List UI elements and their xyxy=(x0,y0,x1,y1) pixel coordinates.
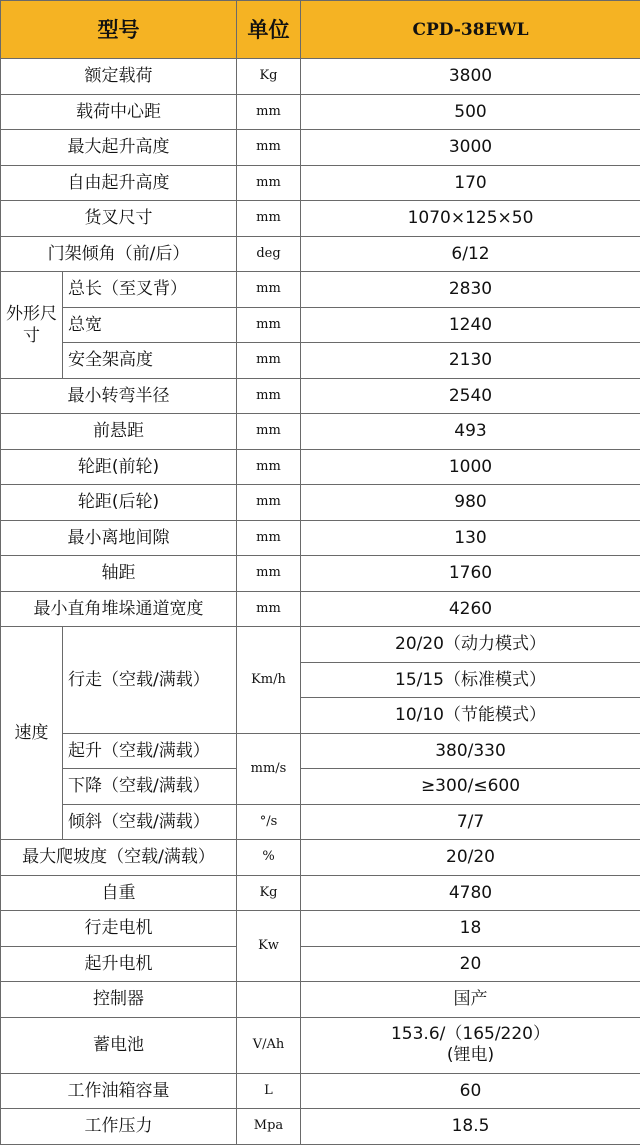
table-row xyxy=(1,591,640,627)
table-row xyxy=(1,272,640,308)
param-value: 1000 xyxy=(301,449,640,485)
table-row xyxy=(1,733,640,769)
param-value: 170 xyxy=(301,165,640,201)
table-row xyxy=(1,343,640,379)
param-value: 3800 xyxy=(301,59,640,95)
param-name: 货叉尺寸 xyxy=(1,201,237,237)
param-value: 6/12 xyxy=(301,236,640,272)
param-name: 额定载荷 xyxy=(1,59,237,95)
param-value: 20/20（动力模式） xyxy=(301,627,640,663)
param-value xyxy=(301,1017,640,1073)
table-row xyxy=(1,201,640,237)
param-unit: mm xyxy=(237,165,301,201)
param-value: 15/15（标准模式） xyxy=(301,662,640,698)
param-name: 最小转弯半径 xyxy=(1,378,237,414)
param-name: 自由起升高度 xyxy=(1,165,237,201)
param-name: 蓄电池 xyxy=(1,1017,237,1073)
param-unit: mm xyxy=(237,449,301,485)
param-value: 2830 xyxy=(301,272,640,308)
param-value: 国产 xyxy=(301,982,640,1018)
param-value: 980 xyxy=(301,485,640,521)
param-unit: mm xyxy=(237,94,301,130)
param-name: 轮距(前轮) xyxy=(1,449,237,485)
param-value: 493 xyxy=(301,414,640,450)
param-unit: mm xyxy=(237,201,301,237)
param-name: 前悬距 xyxy=(1,414,237,450)
param-unit: % xyxy=(237,840,301,876)
param-name: 最小离地间隙 xyxy=(1,520,237,556)
param-unit: mm xyxy=(237,556,301,592)
param-name: 自重 xyxy=(1,875,237,911)
param-value: 20/20 xyxy=(301,840,640,876)
param-unit: mm xyxy=(237,272,301,308)
table-row xyxy=(1,165,640,201)
param-unit: Kg xyxy=(237,875,301,911)
header-row xyxy=(1,1,640,59)
param-value: 7/7 xyxy=(301,804,640,840)
param-value: 2130 xyxy=(301,343,640,379)
table-row xyxy=(1,378,640,414)
param-value: 3000 xyxy=(301,130,640,166)
table-row xyxy=(1,520,640,556)
param-unit: L xyxy=(237,1073,301,1109)
param-name: 轮距(后轮) xyxy=(1,485,237,521)
param-value: 4260 xyxy=(301,591,640,627)
table-row xyxy=(1,946,640,982)
table-row xyxy=(1,982,640,1018)
param-value: 20 xyxy=(301,946,640,982)
param-unit: Kw xyxy=(237,911,301,982)
table-row xyxy=(1,1109,640,1145)
table-row xyxy=(1,911,640,947)
table-row xyxy=(1,449,640,485)
speed-group-label: 速度 xyxy=(1,627,63,840)
param-value: 1240 xyxy=(301,307,640,343)
param-name: 总长（至叉背） xyxy=(63,272,237,308)
table-row xyxy=(1,769,640,805)
param-name: 轴距 xyxy=(1,556,237,592)
table-row xyxy=(1,307,640,343)
param-name: 工作油箱容量 xyxy=(1,1073,237,1109)
param-value: 380/330 xyxy=(301,733,640,769)
param-value: 1070×125×50 xyxy=(301,201,640,237)
table-row xyxy=(1,556,640,592)
param-unit: V/Ah xyxy=(237,1017,301,1073)
param-name: 工作压力 xyxy=(1,1109,237,1145)
param-unit: Km/h xyxy=(237,627,301,734)
param-value: 500 xyxy=(301,94,640,130)
table-row xyxy=(1,840,640,876)
param-value: 2540 xyxy=(301,378,640,414)
table-row xyxy=(1,236,640,272)
param-name: 载荷中心距 xyxy=(1,94,237,130)
param-value: 18 xyxy=(301,911,640,947)
param-value: 130 xyxy=(301,520,640,556)
param-name: 门架倾角（前/后） xyxy=(1,236,237,272)
param-unit: Mpa xyxy=(237,1109,301,1145)
param-unit: mm xyxy=(237,414,301,450)
table-row xyxy=(1,1017,640,1073)
param-value: ≥300/≤600 xyxy=(301,769,640,805)
param-name: 控制器 xyxy=(1,982,237,1018)
header-model-value: CPD-38EWL xyxy=(301,1,640,59)
param-unit: mm xyxy=(237,343,301,379)
table-row xyxy=(1,59,640,95)
param-unit: mm xyxy=(237,307,301,343)
table-row xyxy=(1,414,640,450)
param-name: 最小直角堆垛通道宽度 xyxy=(1,591,237,627)
table-row xyxy=(1,485,640,521)
table-row xyxy=(1,130,640,166)
param-name: 安全架高度 xyxy=(63,343,237,379)
param-value: 18.5 xyxy=(301,1109,640,1145)
param-name: 下降（空载/满载） xyxy=(63,769,237,805)
param-unit: °/s xyxy=(237,804,301,840)
param-value: 1760 xyxy=(301,556,640,592)
param-unit: Kg xyxy=(237,59,301,95)
dimensions-group-label: 外形尺寸 xyxy=(1,272,63,379)
param-unit: mm xyxy=(237,130,301,166)
param-value: 60 xyxy=(301,1073,640,1109)
param-name: 最大起升高度 xyxy=(1,130,237,166)
param-name: 最大爬坡度（空载/满载） xyxy=(1,840,237,876)
battery-value-line2: (锂电) xyxy=(303,1045,638,1066)
param-unit xyxy=(237,982,301,1018)
header-model-label: 型号 xyxy=(1,1,237,59)
param-value: 4780 xyxy=(301,875,640,911)
param-name: 总宽 xyxy=(63,307,237,343)
param-unit: mm xyxy=(237,485,301,521)
table-row xyxy=(1,627,640,663)
param-name: 行走（空载/满载） xyxy=(63,627,237,734)
param-unit: deg xyxy=(237,236,301,272)
header-unit-label: 单位 xyxy=(237,1,301,59)
param-unit: mm xyxy=(237,520,301,556)
param-value: 10/10（节能模式） xyxy=(301,698,640,734)
param-unit: mm xyxy=(237,378,301,414)
table-row xyxy=(1,94,640,130)
param-unit: mm xyxy=(237,591,301,627)
table-row xyxy=(1,804,640,840)
battery-value-line1: 153.6/（165/220） xyxy=(303,1024,638,1045)
table-row xyxy=(1,875,640,911)
param-unit: mm/s xyxy=(237,733,301,804)
param-name: 起升电机 xyxy=(1,946,237,982)
param-name: 起升（空载/满载） xyxy=(63,733,237,769)
param-name: 倾斜（空载/满载） xyxy=(63,804,237,840)
param-name: 行走电机 xyxy=(1,911,237,947)
table-row xyxy=(1,1073,640,1109)
